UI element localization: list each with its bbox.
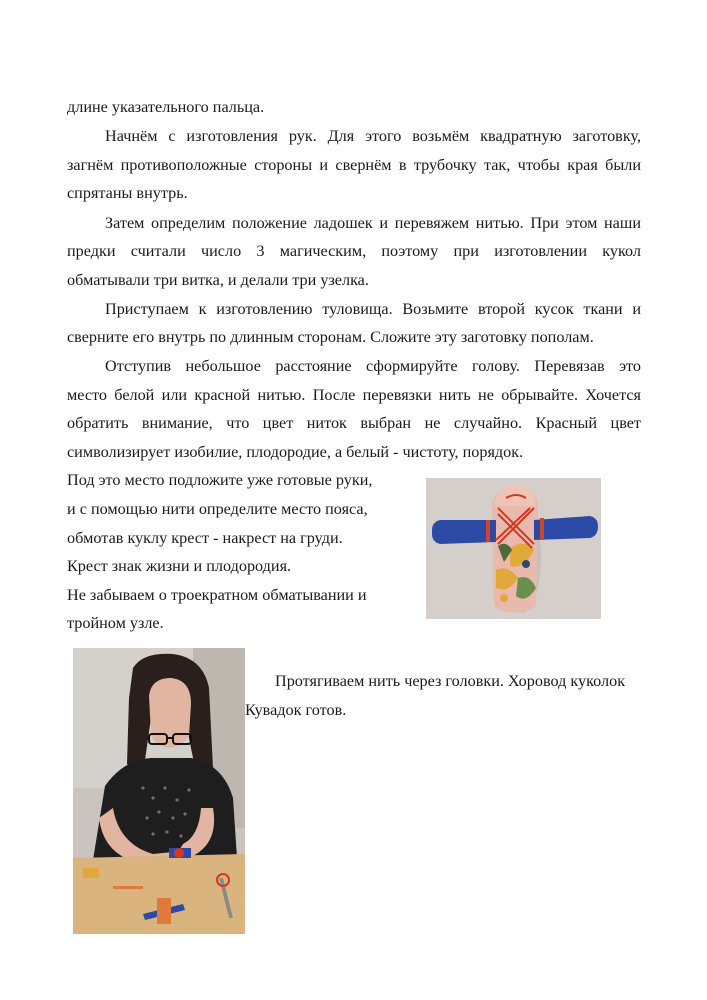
text-line: символизирует изобилие, плодородие, а белый - чистоту, порядок.: [67, 443, 524, 461]
text-line: Приступаем к изготовлению туловища. Возьмите второй кусок ткани и: [105, 300, 641, 318]
final-text-line: Протягиваем нить через головки. Хоровод куколок: [275, 672, 626, 690]
final-text-line: Кувадок готов.: [245, 701, 347, 719]
text-line: сверните его внутрь по длинным сторонам. Сложите эту заготовку пополам.: [67, 328, 594, 346]
side-text-line: Под это место подложите уже готовые руки,: [67, 471, 373, 489]
side-text-line: Не забываем о троекратном обматывании и: [67, 586, 367, 604]
text-line: предки считали число 3 магическим, поэтому при изготовлении кукол: [67, 242, 641, 260]
text-line: Отступив небольшое расстояние сформируйте голову. Перевязав это: [105, 357, 641, 375]
text-line: спрятаны внутрь.: [67, 184, 188, 202]
side-text-line: Крест знак жизни и плодородия.: [67, 557, 292, 575]
text-line: обратить внимание, что цвет ниток выбран не случайно. Красный цвет: [67, 414, 641, 432]
text-line: место белой или красной нитью. После перевязки нить не обрывайте. Хочется: [67, 386, 641, 404]
side-text-line: тройном узле.: [67, 614, 164, 632]
doll-photo: [426, 478, 601, 619]
girl-crafting-photo: [73, 648, 245, 934]
text-line: обматывали три витка, и делали три узелка.: [67, 271, 369, 289]
text-line: длине указательного пальца.: [67, 98, 265, 116]
side-text-line: и с помощью нити определите место пояса,: [67, 500, 368, 518]
text-line: Затем определим положение ладошек и перевяжем нитью. При этом наши: [105, 214, 641, 232]
side-text-line: обмотав куклу крест - накрест на груди.: [67, 529, 343, 547]
text-line: Начнём с изготовления рук. Для этого возьмём квадратную заготовку,: [105, 127, 641, 145]
text-line: загнём противоположные стороны и свернём в трубочку так, чтобы края были: [67, 156, 641, 174]
